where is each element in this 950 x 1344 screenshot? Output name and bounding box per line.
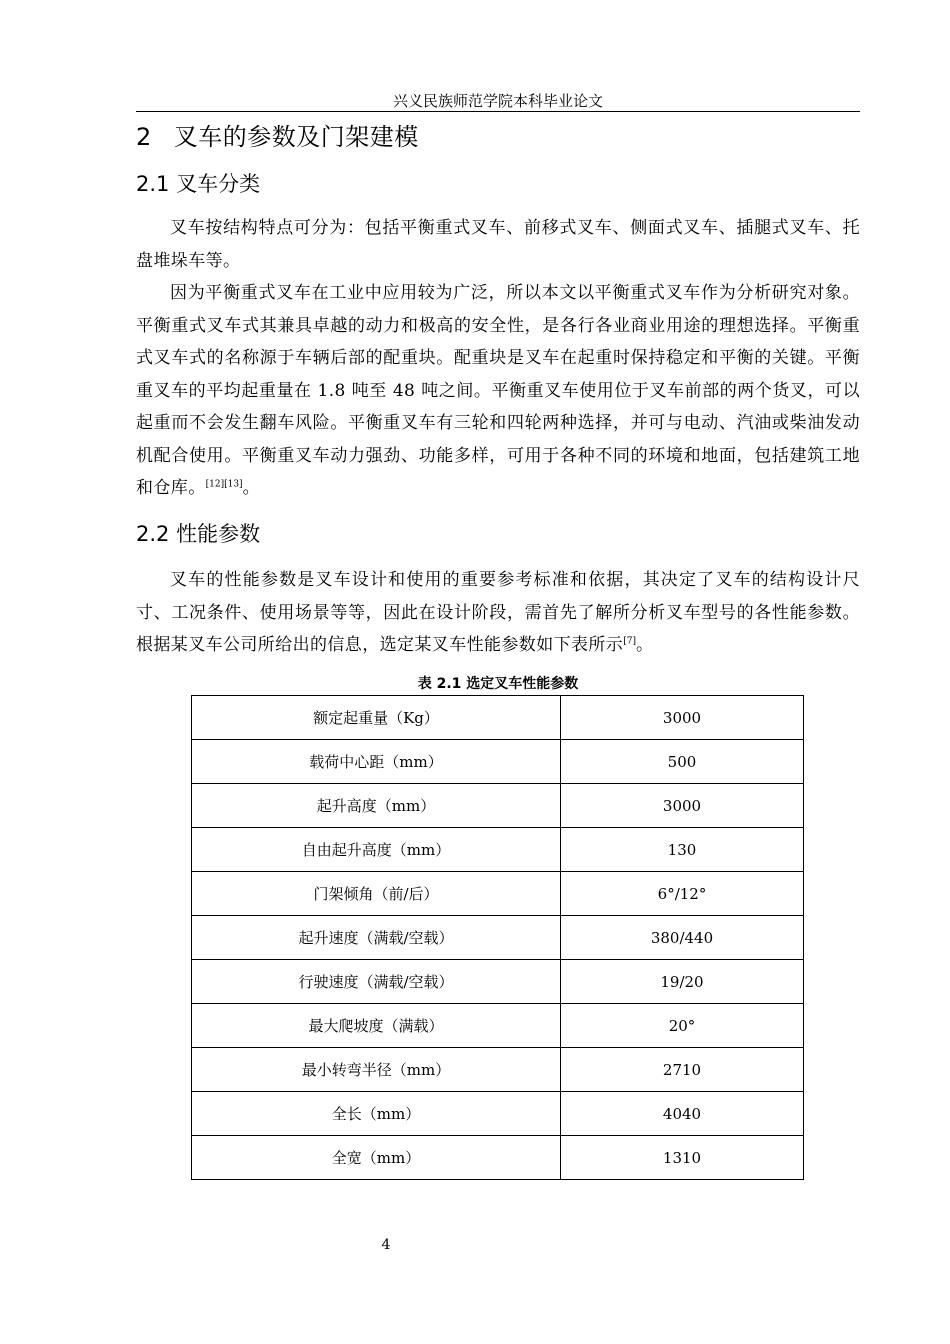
- citation: [12][13]: [205, 479, 243, 490]
- param-value: 19/20: [561, 960, 804, 1004]
- param-name: 额定起重量（Kg）: [192, 696, 561, 740]
- chapter-title: 叉车的参数及门架建模: [173, 123, 419, 151]
- param-value: 130: [561, 828, 804, 872]
- table-row: [192, 696, 804, 740]
- paragraph-text: 因为平衡重式叉车在工业中应用较为广泛，所以本文以平衡重式叉车作为分析研究对象。平衡重式叉车式其兼具卓越的动力和极高的安全性，是各行各业商业用途的理想选择。平衡重式叉车式的名称源于车辆后部的配重块。配重块是叉车在起重时保持稳定和平衡的关键。平衡重叉车的平均起重量在 1.8 吨至 48 吨之间。平衡重叉车使用位于叉车前部的两个货叉，可以起重而不会发生翻车风险。平衡重叉车有三轮和四轮两种选择，并可与电动、汽油或柴油发动机配合使用。平衡重叉车动力强劲、功能多样，可用于各种不同的环境和地面，包括建筑工地和仓库。: [136, 283, 860, 498]
- parameter-table: [191, 695, 804, 1180]
- table-row: [192, 1004, 804, 1048]
- table-row: [192, 916, 804, 960]
- section-heading-2-1: 2.1 叉车分类: [136, 172, 261, 196]
- table-row: [192, 1092, 804, 1136]
- param-value: 2710: [561, 1048, 804, 1092]
- paragraph-tail: 。: [242, 478, 260, 498]
- chapter-number: 2: [136, 123, 152, 151]
- param-name: 行驶速度（满载/空载）: [192, 960, 561, 1004]
- table-row: [192, 828, 804, 872]
- param-name: 最小转弯半径（mm）: [192, 1048, 561, 1092]
- paragraph: [136, 277, 860, 505]
- table-row: [192, 1136, 804, 1180]
- chapter-heading: [136, 117, 419, 152]
- param-name: 自由起升高度（mm）: [192, 828, 561, 872]
- param-name: 起升速度（满载/空载）: [192, 916, 561, 960]
- section-heading-2-2: 2.2 性能参数: [136, 522, 261, 546]
- param-name: 全长（mm）: [192, 1092, 561, 1136]
- citation: [7]: [623, 636, 636, 647]
- page-number: 4: [381, 1237, 391, 1253]
- param-name: 门架倾角（前/后）: [192, 872, 561, 916]
- table-row: [192, 784, 804, 828]
- param-name: 载荷中心距（mm）: [192, 740, 561, 784]
- table-row: [192, 1048, 804, 1092]
- paragraph: [136, 564, 860, 662]
- param-value: 1310: [561, 1136, 804, 1180]
- table-row: [192, 872, 804, 916]
- param-name: 最大爬坡度（满载）: [192, 1004, 561, 1048]
- param-value: 380/440: [561, 916, 804, 960]
- paragraph-text: 叉车的性能参数是叉车设计和使用的重要参考标准和依据，其决定了叉车的结构设计尺寸、工况条件、使用场景等等，因此在设计阶段，需首先了解所分析叉车型号的各性能参数。根据某叉车公司所给出的信息，选定某叉车性能参数如下表所示: [136, 570, 860, 655]
- table-row: [192, 960, 804, 1004]
- param-value: 4040: [561, 1092, 804, 1136]
- param-name: 全宽（mm）: [192, 1136, 561, 1180]
- paragraph: [136, 212, 860, 277]
- param-value: 3000: [561, 784, 804, 828]
- page-header: 兴义民族师范学院本科毕业论文: [136, 93, 860, 112]
- param-value: 20°: [561, 1004, 804, 1048]
- paragraph-text: 叉车按结构特点可分为：包括平衡重式叉车、前移式叉车、侧面式叉车、插腿式叉车、托盘堆垛车等。: [136, 218, 860, 271]
- param-value: 6°/12°: [561, 872, 804, 916]
- table-caption: 表 2.1 选定叉车性能参数: [417, 676, 579, 692]
- paragraph-tail: 。: [635, 635, 654, 655]
- param-value: 500: [561, 740, 804, 784]
- param-name: 起升高度（mm）: [192, 784, 561, 828]
- param-value: 3000: [561, 696, 804, 740]
- table-row: [192, 740, 804, 784]
